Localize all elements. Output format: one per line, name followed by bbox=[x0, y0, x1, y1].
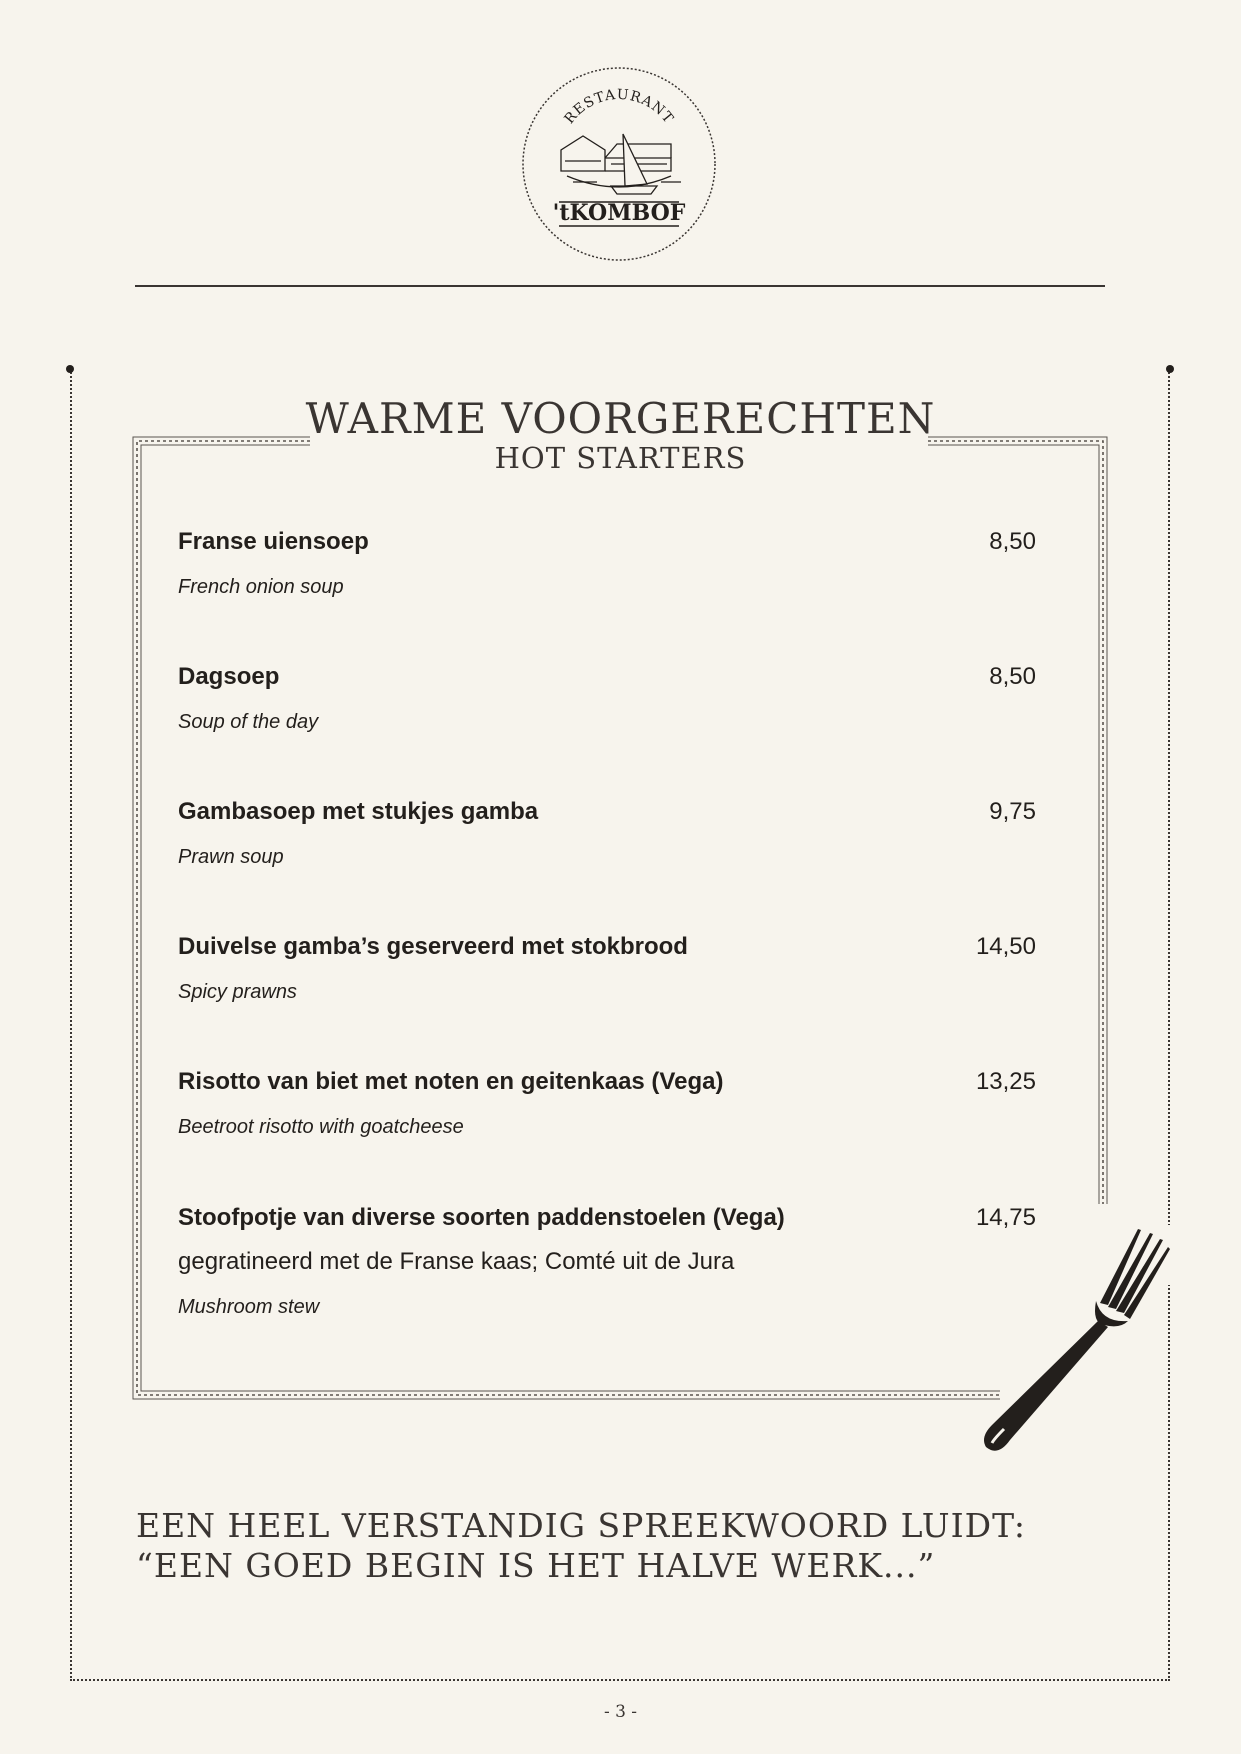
menu-item-price: 8,50 bbox=[989, 663, 1036, 690]
saying-line-1: EEN HEEL VERSTANDIG SPREEKWOORD LUIDT: bbox=[136, 1506, 1027, 1545]
logo-bottom-text: 'tKOMBOF bbox=[552, 200, 686, 226]
menu-item-name: Duivelse gamba’s geserveerd met stokbrood bbox=[178, 933, 688, 960]
restaurant-logo bbox=[521, 66, 717, 262]
page-number: - 3 - bbox=[603, 1702, 638, 1722]
menu-item-price: 8,50 bbox=[989, 528, 1036, 555]
menu-item-price: 13,25 bbox=[975, 1068, 1036, 1095]
saying-line-2: “EEN GOED BEGIN IS HET HALVE WERK...” bbox=[136, 1546, 936, 1585]
logo-top-text: RESTAURANT bbox=[561, 86, 677, 128]
frame-corner-dot bbox=[66, 365, 74, 373]
menu-item-name: Risotto van biet met noten en geitenkaas (Vega) bbox=[178, 1068, 724, 1095]
menu-item-description: gegratineerd met de Franse kaas; Comté uit de Jura bbox=[178, 1248, 735, 1275]
menu-item-translation: Prawn soup bbox=[178, 846, 284, 868]
menu-item-name: Dagsoep bbox=[178, 663, 280, 690]
section-title-en: HOT STARTERS bbox=[494, 441, 747, 475]
menu-item-translation: Spicy prawns bbox=[178, 981, 297, 1003]
section-title-nl: WARME VOORGERECHTEN bbox=[305, 394, 936, 443]
logo-illustration bbox=[561, 134, 681, 194]
menu-item-price: 14,50 bbox=[975, 933, 1036, 960]
menu-item-translation: Beetroot risotto with goatcheese bbox=[178, 1116, 464, 1138]
menu-item-translation: Mushroom stew bbox=[178, 1296, 320, 1318]
fork-icon bbox=[980, 1225, 1170, 1455]
header-divider bbox=[135, 285, 1105, 287]
menu-item-price: 9,75 bbox=[989, 798, 1036, 825]
menu-item-translation: French onion soup bbox=[178, 576, 344, 598]
menu-item-name: Gambasoep met stukjes gamba bbox=[178, 798, 539, 825]
frame-corner-dot bbox=[1166, 365, 1174, 373]
menu-item-name: Stoofpotje van diverse soorten paddenstoelen (Vega) bbox=[178, 1204, 785, 1231]
menu-item-translation: Soup of the day bbox=[178, 711, 319, 733]
menu-item-price: 14,75 bbox=[975, 1204, 1036, 1231]
menu-item-name: Franse uiensoep bbox=[178, 528, 369, 555]
svg-text:RESTAURANT bbox=[561, 87, 676, 127]
